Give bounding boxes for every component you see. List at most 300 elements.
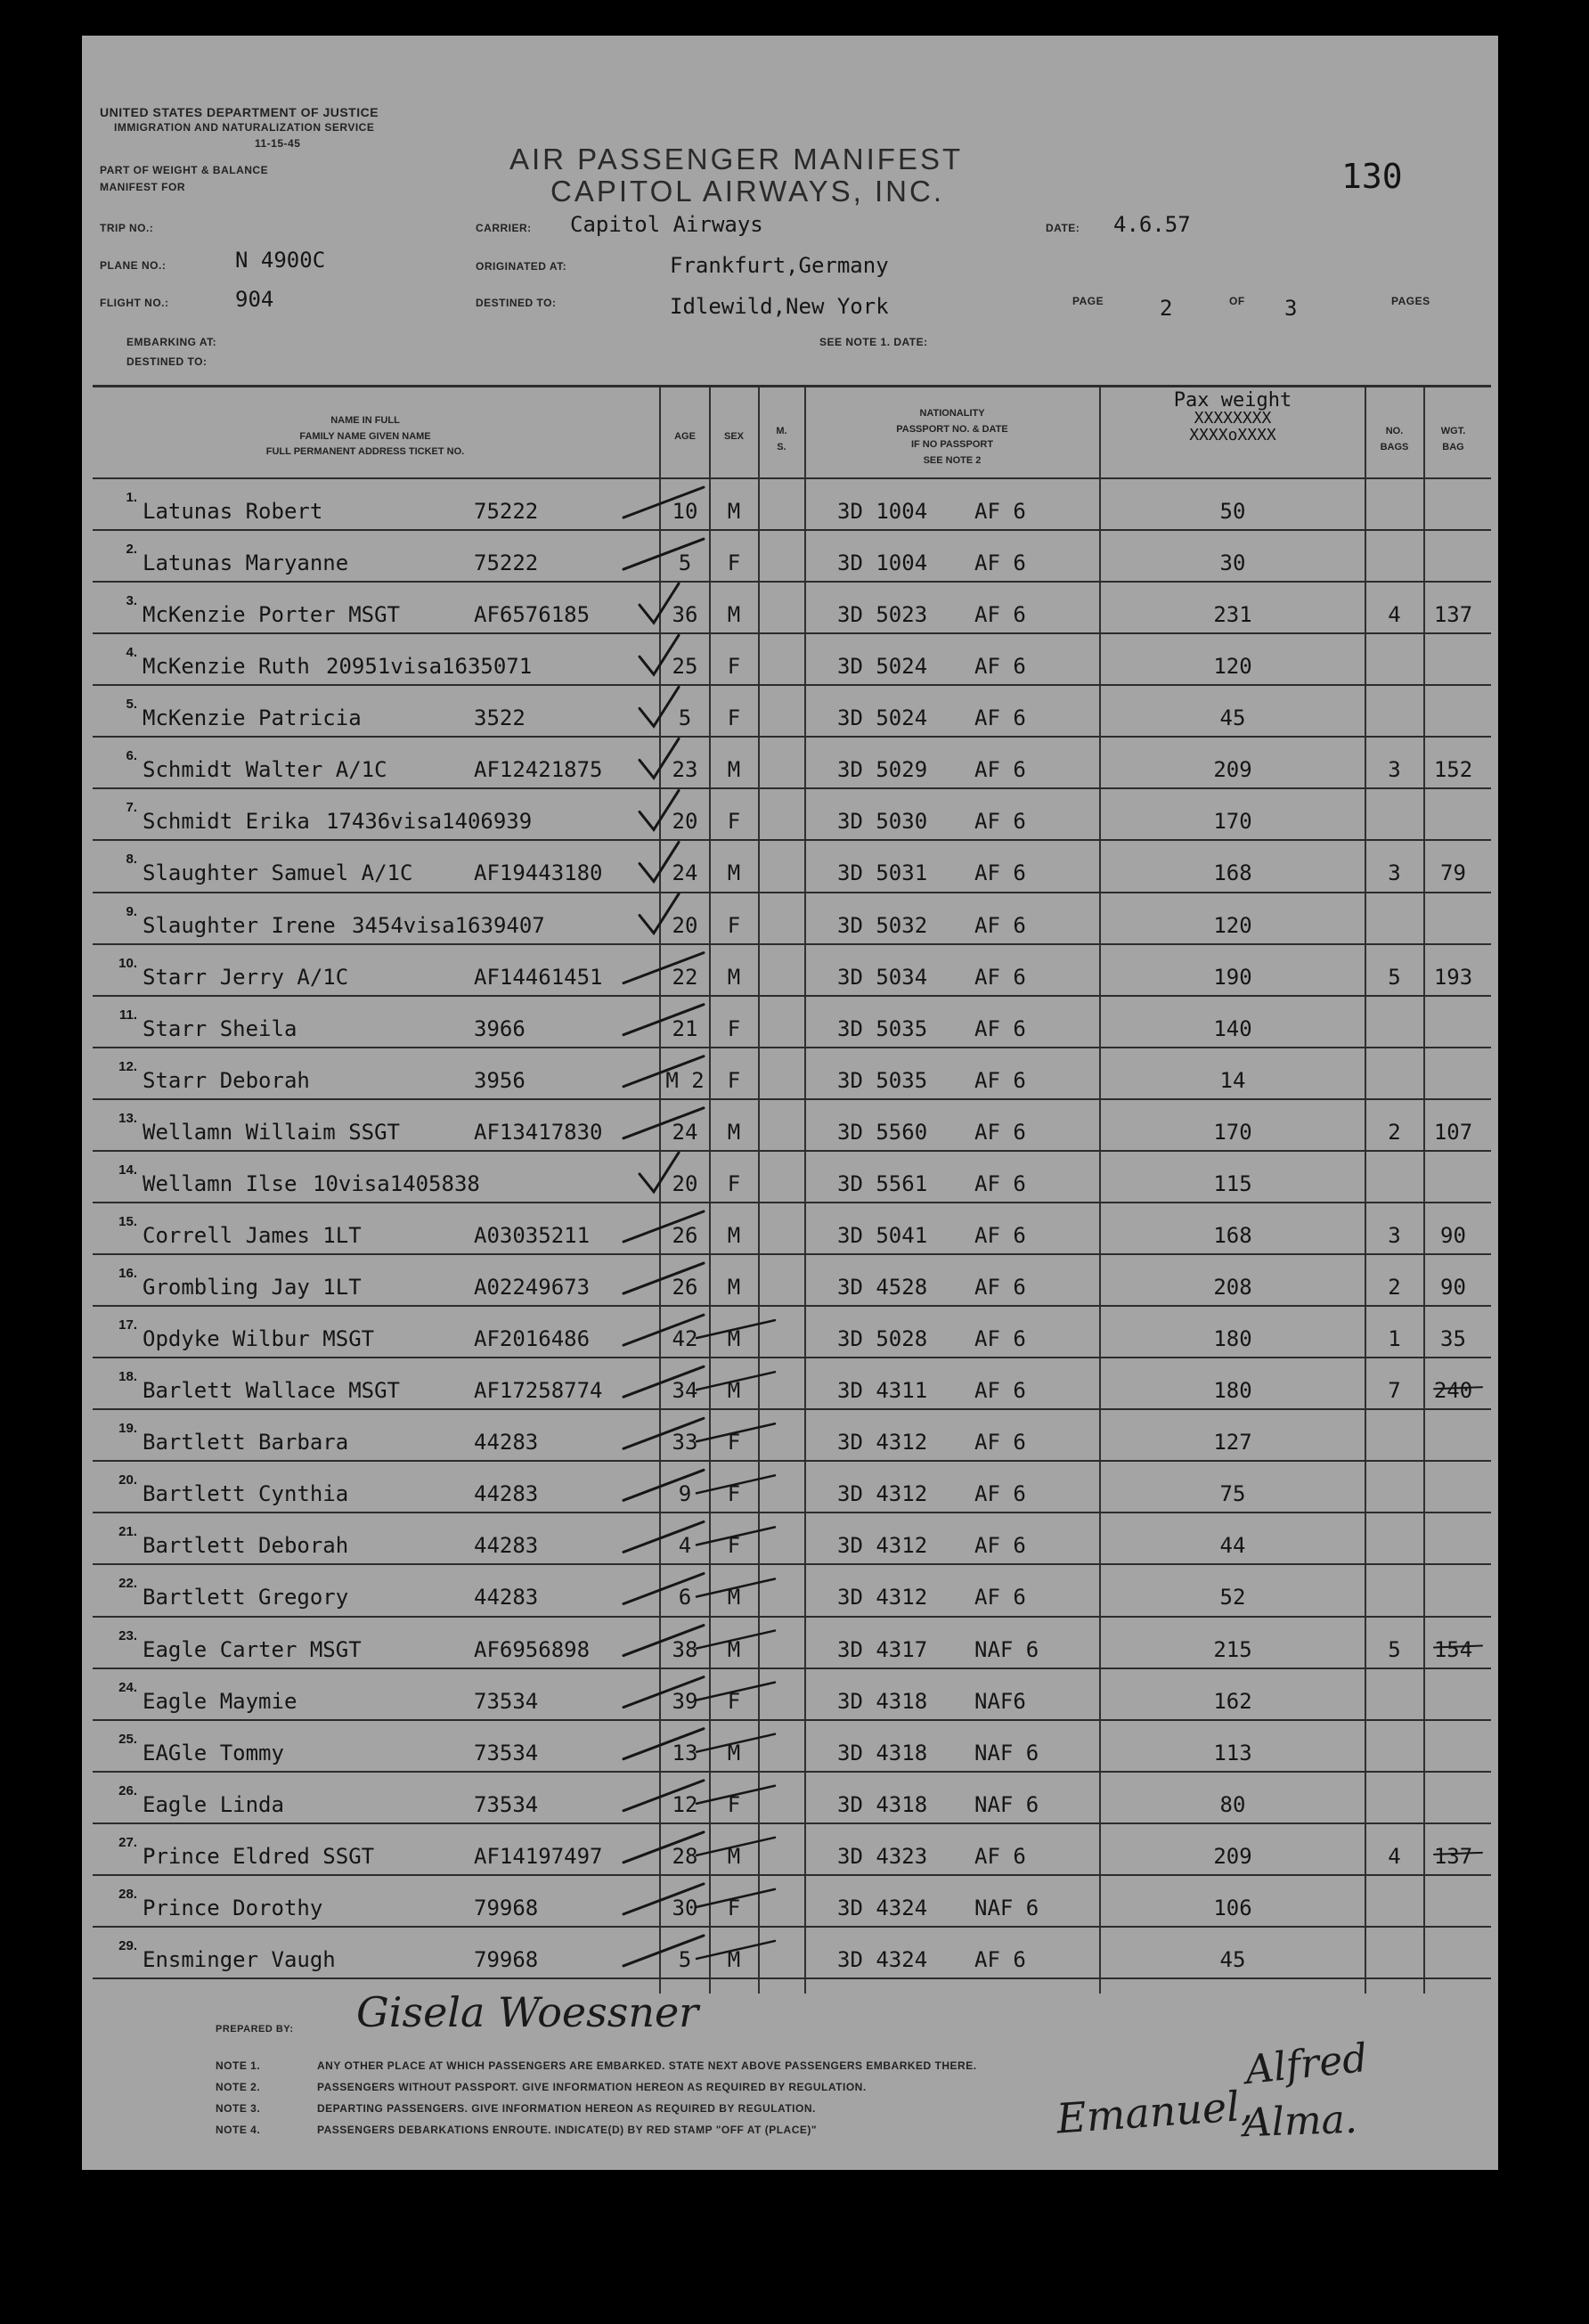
destined-label: DESTINED TO: [476, 297, 557, 309]
agency-line-2: IMMIGRATION AND NATURALIZATION SERVICE [114, 121, 375, 134]
cell-name: Prince Eldred SSGT [143, 1843, 375, 1869]
row-rule [93, 1047, 1491, 1048]
row-rule [93, 1202, 1491, 1203]
cell-num: 26. [118, 1782, 137, 1798]
row-rule [93, 892, 1491, 893]
cell-name: Starr Deborah [143, 1067, 310, 1093]
row-rule [93, 787, 1491, 789]
col-pax-header [1101, 390, 1365, 444]
cell-ticket: 79968 [474, 1895, 539, 1920]
page-label: PAGE [1072, 295, 1104, 307]
cell-passport: 3D 4318 [837, 1688, 928, 1714]
cell-weight: 45 [1219, 1946, 1246, 1972]
cell-ticket: AF12421875 [474, 757, 603, 783]
cell-num: 8. [126, 852, 137, 868]
row-rule [93, 736, 1491, 738]
row-rule [93, 1719, 1491, 1721]
cell-passport: 3D 5024 [837, 654, 928, 680]
cell-sex: M [727, 1843, 741, 1869]
cell-sex: M [727, 1378, 741, 1404]
cell-passport: 3D 5028 [837, 1326, 928, 1352]
col-ms-line2: S. [777, 441, 786, 453]
cell-bags: 3 [1388, 860, 1401, 886]
row-rule [93, 1926, 1491, 1928]
cell-sex: M [727, 602, 741, 628]
cell-sex: F [727, 705, 741, 731]
cell-af: NAF6 [974, 1688, 1026, 1714]
col-bags-header [1365, 424, 1423, 455]
cell-name: EAGle Tommy [143, 1740, 284, 1765]
cell-age: 4 [678, 1533, 692, 1559]
cell-bags: 1 [1388, 1326, 1401, 1352]
cell-passport: 3D 1004 [837, 550, 928, 576]
cell-passport: 3D 5034 [837, 964, 928, 990]
cell-num: 29. [118, 1937, 137, 1953]
row-rule [93, 529, 1491, 531]
cell-name: Schmidt Walter A/1C [143, 757, 387, 783]
cell-passport: 3D 5032 [837, 912, 928, 938]
cell-passport: 3D 4323 [837, 1843, 928, 1869]
cell-weight: 120 [1213, 912, 1252, 938]
cell-weight: 215 [1213, 1636, 1252, 1662]
cell-af: AF 6 [974, 654, 1026, 680]
cell-weight: 30 [1219, 550, 1246, 576]
carrier-value: Capitol Airways [570, 212, 763, 237]
cell-ticket: 73534 [474, 1791, 539, 1817]
of-label: OF [1229, 295, 1245, 307]
prepared-by-label: PREPARED BY: [216, 2024, 294, 2035]
flight-label: FLIGHT NO.: [100, 297, 169, 309]
cell-ticket: 3966 [474, 1015, 526, 1041]
col-pax-line1: Pax weight [1173, 389, 1292, 412]
cell-af: AF 6 [974, 1946, 1026, 1972]
col-name-line1: NAME IN FULL [330, 415, 400, 426]
cell-af: AF 6 [974, 1275, 1026, 1301]
cell-sex: M [727, 1326, 741, 1352]
cell-wgt: 35 [1440, 1326, 1466, 1352]
cell-af: AF 6 [974, 705, 1026, 731]
cell-ticket: 44283 [474, 1533, 539, 1559]
row-rule [93, 1563, 1491, 1565]
airline-title: CAPITOL AIRWAYS, INC. [550, 175, 944, 208]
cell-age: 22 [672, 964, 698, 990]
cell-age: 20 [672, 809, 698, 835]
handwritten-emanuel: Emanuel, [1055, 2081, 1255, 2143]
cell-af: AF 6 [974, 1378, 1026, 1404]
cell-af: AF 6 [974, 1481, 1026, 1507]
row-rule [93, 1305, 1491, 1307]
cell-age: M 2 [665, 1067, 705, 1093]
cell-age: 36 [672, 602, 698, 628]
cell-weight: 115 [1213, 1170, 1252, 1196]
date-label: DATE: [1046, 222, 1080, 234]
cell-passport: 3D 1004 [837, 499, 928, 524]
cell-af: AF 6 [974, 809, 1026, 835]
cell-af: AF 6 [974, 602, 1026, 628]
cell-ticket: AF6956898 [474, 1636, 591, 1662]
cell-weight: 50 [1219, 499, 1246, 524]
col-name-line3: FULL PERMANENT ADDRESS TICKET NO. [265, 446, 465, 458]
cell-sex: M [727, 1946, 741, 1972]
cell-num: 19. [118, 1421, 137, 1437]
cell-ticket: AF17258774 [474, 1378, 603, 1404]
cell-passport: 3D 4324 [837, 1946, 928, 1972]
cell-passport: 3D 5560 [837, 1119, 928, 1145]
cell-name: Grombling Jay 1LT [143, 1275, 362, 1301]
cell-wgt: 137 [1433, 602, 1473, 628]
col-nat-line1: NATIONALITY [919, 408, 985, 419]
cell-weight: 231 [1213, 602, 1252, 628]
col-nat-line2: PASSPORT NO. & DATE [896, 423, 1008, 435]
cell-name: Barlett Wallace MSGT [143, 1378, 400, 1404]
cell-passport: 3D 4312 [837, 1481, 928, 1507]
cell-num: 15. [118, 1213, 137, 1229]
handwritten-alfred: Alfred [1243, 2035, 1370, 2094]
agency-line-3: 11-15-45 [255, 137, 301, 150]
originated-value: Frankfurt,Germany [670, 253, 889, 278]
note4-label: NOTE 4. [216, 2124, 261, 2136]
cell-name: Correll James 1LT [143, 1222, 362, 1248]
cell-ticket: 10visa1405838 [313, 1170, 480, 1196]
cell-af: AF 6 [974, 964, 1026, 990]
cell-num: 13. [118, 1110, 137, 1126]
cell-weight: 209 [1213, 1843, 1252, 1869]
cell-passport: 3D 5561 [837, 1170, 928, 1196]
cell-age: 25 [672, 654, 698, 680]
cell-passport: 3D 5035 [837, 1015, 928, 1041]
cell-name: Wellamn Willaim SSGT [143, 1119, 400, 1145]
cell-sex: F [727, 1791, 741, 1817]
cell-name: Bartlett Cynthia [143, 1481, 349, 1507]
cell-age: 10 [672, 499, 698, 524]
row-rule [93, 581, 1491, 583]
cell-num: 10. [118, 955, 137, 971]
cell-wgt: 154 [1433, 1636, 1473, 1662]
destined-value: Idlewild,New York [670, 294, 889, 319]
cell-num: 12. [118, 1058, 137, 1074]
cell-name: Bartlett Deborah [143, 1533, 349, 1559]
cell-sex: M [727, 1740, 741, 1765]
cell-sex: F [727, 1688, 741, 1714]
cell-num: 28. [118, 1886, 137, 1902]
cell-ticket: 17436visa1406939 [326, 809, 533, 835]
row-rule [93, 1977, 1491, 1979]
cell-ticket: 75222 [474, 550, 539, 576]
cell-weight: 209 [1213, 757, 1252, 783]
cell-af: AF 6 [974, 499, 1026, 524]
cell-weight: 113 [1213, 1740, 1252, 1765]
cell-sex: F [727, 550, 741, 576]
cell-sex: F [727, 1170, 741, 1196]
row-rule [93, 995, 1491, 997]
cell-age: 6 [678, 1585, 692, 1610]
cell-name: Slaughter Irene [143, 912, 336, 938]
cell-name: Eagle Carter MSGT [143, 1636, 362, 1662]
cell-ticket: AF14461451 [474, 964, 603, 990]
cell-bags: 7 [1388, 1378, 1401, 1404]
cell-af: AF 6 [974, 1119, 1026, 1145]
row-rule [93, 1616, 1491, 1618]
cell-ticket: AF13417830 [474, 1119, 603, 1145]
cell-af: AF 6 [974, 550, 1026, 576]
cell-af: NAF 6 [974, 1791, 1039, 1817]
col-nationality-header [805, 406, 1099, 469]
cell-passport: 3D 4324 [837, 1895, 928, 1920]
agency-line-4: PART OF WEIGHT & BALANCE [100, 164, 269, 176]
col-rule-ms [758, 387, 760, 1994]
cell-num: 7. [126, 800, 137, 816]
cell-sex: F [727, 809, 741, 835]
row-rule [93, 1408, 1491, 1410]
col-rule-wgt [1423, 387, 1425, 1994]
cell-wgt: 240 [1433, 1378, 1473, 1404]
col-rule-nat [804, 387, 806, 1994]
cell-num: 17. [118, 1317, 137, 1333]
cell-name: Latunas Maryanne [143, 550, 349, 576]
col-pax-line2: XXXXXXXX [1194, 409, 1272, 428]
cell-weight: 170 [1213, 809, 1252, 835]
manifest-title: AIR PASSENGER MANIFEST [509, 143, 964, 175]
row-rule [93, 1668, 1491, 1669]
row-rule [93, 1357, 1491, 1358]
cell-sex: F [727, 1067, 741, 1093]
cell-weight: 44 [1219, 1533, 1246, 1559]
col-wgt-header [1424, 424, 1482, 455]
row-rule [93, 1512, 1491, 1513]
cell-age: 24 [672, 1119, 698, 1145]
cell-name: Wellamn Ilse [143, 1170, 297, 1196]
handwritten-alma: Alma. [1243, 2096, 1358, 2147]
see-note-label: SEE NOTE 1. DATE: [819, 336, 928, 348]
cell-num: 23. [118, 1627, 137, 1643]
cell-passport: 3D 5029 [837, 757, 928, 783]
cell-weight: 170 [1213, 1119, 1252, 1145]
cell-bags: 3 [1388, 757, 1401, 783]
col-pax-line3: XXXXoXXXX [1189, 425, 1276, 444]
cell-num: 14. [118, 1162, 137, 1178]
cell-af: AF 6 [974, 1170, 1026, 1196]
originated-label: ORIGINATED AT: [476, 260, 567, 273]
cell-af: AF 6 [974, 1015, 1026, 1041]
cell-age: 26 [672, 1275, 698, 1301]
cell-age: 20 [672, 1170, 698, 1196]
cell-wgt: 107 [1433, 1119, 1473, 1145]
row-rule [93, 1771, 1491, 1773]
cell-weight: 14 [1219, 1067, 1246, 1093]
cell-sex: F [727, 912, 741, 938]
cell-weight: 106 [1213, 1895, 1252, 1920]
cell-passport: 3D 4318 [837, 1791, 928, 1817]
cell-wgt: 90 [1440, 1275, 1466, 1301]
cell-ticket: 73534 [474, 1688, 539, 1714]
cell-age: 23 [672, 757, 698, 783]
cell-age: 34 [672, 1378, 698, 1404]
cell-weight: 180 [1213, 1378, 1252, 1404]
cell-weight: 162 [1213, 1688, 1252, 1714]
cell-name: Eagle Maymie [143, 1688, 297, 1714]
cell-passport: 3D 5035 [837, 1067, 928, 1093]
cell-num: 24. [118, 1679, 137, 1695]
cell-num: 9. [126, 903, 137, 919]
cell-age: 30 [672, 1895, 698, 1920]
col-wgt-line1: WGT. [1440, 426, 1466, 436]
plane-value: N 4900C [235, 248, 326, 273]
cell-af: AF 6 [974, 1533, 1026, 1559]
cell-passport: 3D 5023 [837, 602, 928, 628]
cell-wgt: 90 [1440, 1222, 1466, 1248]
cell-num: 11. [118, 1007, 137, 1023]
cell-num: 1. [126, 490, 137, 505]
note3-text: DEPARTING PASSENGERS. GIVE INFORMATION HEREON AS REQUIRED BY REGULATION. [317, 2102, 816, 2115]
cell-name: Starr Sheila [143, 1015, 297, 1041]
cell-wgt: 137 [1433, 1843, 1473, 1869]
cell-num: 5. [126, 697, 137, 713]
cell-num: 4. [126, 645, 137, 661]
agency-line-5: MANIFEST FOR [100, 181, 185, 193]
cell-age: 26 [672, 1222, 698, 1248]
cell-weight: 140 [1213, 1015, 1252, 1041]
cell-passport: 3D 5031 [837, 860, 928, 886]
preparer-signature: Gisela Woessner [356, 1988, 699, 2036]
cell-num: 27. [118, 1834, 137, 1850]
cell-sex: F [727, 1895, 741, 1920]
cell-af: AF 6 [974, 757, 1026, 783]
cell-sex: M [727, 499, 741, 524]
trip-label: TRIP NO.: [100, 222, 154, 234]
cell-sex: M [727, 1636, 741, 1662]
cell-ticket: 3454visa1639407 [352, 912, 545, 938]
cell-sex: M [727, 1275, 741, 1301]
cell-name: Starr Jerry A/1C [143, 964, 349, 990]
embarking-label: EMBARKING AT: [126, 336, 217, 348]
cell-bags: 2 [1388, 1275, 1401, 1301]
cell-ticket: AF14197497 [474, 1843, 603, 1869]
cell-num: 22. [118, 1576, 137, 1592]
cell-age: 12 [672, 1791, 698, 1817]
cell-name: Eagle Linda [143, 1791, 284, 1817]
destined2-label: DESTINED TO: [126, 355, 208, 368]
cell-name: Prince Dorothy [143, 1895, 323, 1920]
cell-passport: 3D 5030 [837, 809, 928, 835]
row-rule [93, 1874, 1491, 1876]
cell-age: 33 [672, 1430, 698, 1456]
cell-bags: 5 [1388, 1636, 1401, 1662]
cell-weight: 45 [1219, 705, 1246, 731]
cell-af: NAF 6 [974, 1636, 1039, 1662]
cell-sex: M [727, 757, 741, 783]
cell-passport: 3D 5024 [837, 705, 928, 731]
cell-bags: 5 [1388, 964, 1401, 990]
row-rule [93, 632, 1491, 634]
cell-wgt: 193 [1433, 964, 1473, 990]
cell-num: 21. [118, 1524, 137, 1540]
cell-sex: M [727, 1585, 741, 1610]
cell-weight: 52 [1219, 1585, 1246, 1610]
cell-passport: 3D 4312 [837, 1533, 928, 1559]
col-bags-line1: NO. [1385, 426, 1404, 436]
cell-name: Schmidt Erika [143, 809, 310, 835]
cell-num: 3. [126, 593, 137, 609]
cell-name: McKenzie Porter MSGT [143, 602, 400, 628]
cell-af: NAF 6 [974, 1895, 1039, 1920]
cell-passport: 3D 4311 [837, 1378, 928, 1404]
cell-num: 20. [118, 1472, 137, 1488]
note4-text: PASSENGERS DEBARKATIONS ENROUTE. INDICATE(D) BY RED STAMP "OFF AT (PLACE)" [317, 2124, 818, 2136]
cell-age: 24 [672, 860, 698, 886]
cell-ticket: 44283 [474, 1585, 539, 1610]
col-age-header: AGE [674, 431, 696, 442]
cell-bags: 3 [1388, 1222, 1401, 1248]
col-wgt-line2: BAG [1442, 441, 1464, 453]
cell-age: 39 [672, 1688, 698, 1714]
page-stamp-number: 130 [1341, 157, 1403, 196]
page-value: 2 [1160, 296, 1173, 321]
cell-passport: 3D 4317 [837, 1636, 928, 1662]
row-rule [93, 1823, 1491, 1824]
cell-sex: F [727, 654, 741, 680]
cell-passport: 3D 4318 [837, 1740, 928, 1765]
cell-ticket: A02249673 [474, 1275, 591, 1301]
cell-name: Slaughter Samuel A/1C [143, 860, 413, 886]
cell-num: 25. [118, 1731, 137, 1747]
cell-sex: F [727, 1533, 741, 1559]
cell-ticket: AF2016486 [474, 1326, 591, 1352]
cell-bags: 2 [1388, 1119, 1401, 1145]
cell-af: AF 6 [974, 1067, 1026, 1093]
cell-age: 13 [672, 1740, 698, 1765]
col-ms-line1: M. [776, 426, 787, 436]
cell-bags: 4 [1388, 602, 1401, 628]
cell-age: 21 [672, 1015, 698, 1041]
cell-sex: F [727, 1481, 741, 1507]
cell-name: Bartlett Gregory [143, 1585, 349, 1610]
cell-sex: M [727, 1119, 741, 1145]
cell-sex: F [727, 1015, 741, 1041]
cell-af: AF 6 [974, 1430, 1026, 1456]
cell-passport: 3D 4528 [837, 1275, 928, 1301]
row-rule [93, 684, 1491, 686]
cell-af: AF 6 [974, 1585, 1026, 1610]
cell-age: 20 [672, 912, 698, 938]
cell-ticket: A03035211 [474, 1222, 591, 1248]
cell-weight: 190 [1213, 964, 1252, 990]
cell-name: Bartlett Barbara [143, 1430, 349, 1456]
row-rule [93, 1150, 1491, 1152]
cell-weight: 168 [1213, 860, 1252, 886]
cell-ticket: 20951visa1635071 [326, 654, 533, 680]
cell-passport: 3D 5041 [837, 1222, 928, 1248]
note2-text: PASSENGERS WITHOUT PASSPORT. GIVE INFORMATION HEREON AS REQUIRED BY REGULATION. [317, 2081, 867, 2093]
cell-passport: 3D 4312 [837, 1585, 928, 1610]
pages-label: PAGES [1391, 295, 1430, 307]
cell-age: 38 [672, 1636, 698, 1662]
cell-ticket: 73534 [474, 1740, 539, 1765]
table-header-rule [93, 477, 1491, 479]
cell-name: Opdyke Wilbur MSGT [143, 1326, 375, 1352]
cell-af: AF 6 [974, 1326, 1026, 1352]
agency-line-1: UNITED STATES DEPARTMENT OF JUSTICE [100, 105, 379, 119]
note3-label: NOTE 3. [216, 2102, 261, 2115]
cell-num: 18. [118, 1369, 137, 1385]
cell-ticket: 44283 [474, 1430, 539, 1456]
note1-label: NOTE 1. [216, 2059, 261, 2072]
cell-age: 28 [672, 1843, 698, 1869]
cell-sex: M [727, 964, 741, 990]
col-rule-bags [1365, 387, 1366, 1994]
row-rule [93, 839, 1491, 841]
cell-ticket: 3956 [474, 1067, 526, 1093]
cell-name: McKenzie Patricia [143, 705, 362, 731]
